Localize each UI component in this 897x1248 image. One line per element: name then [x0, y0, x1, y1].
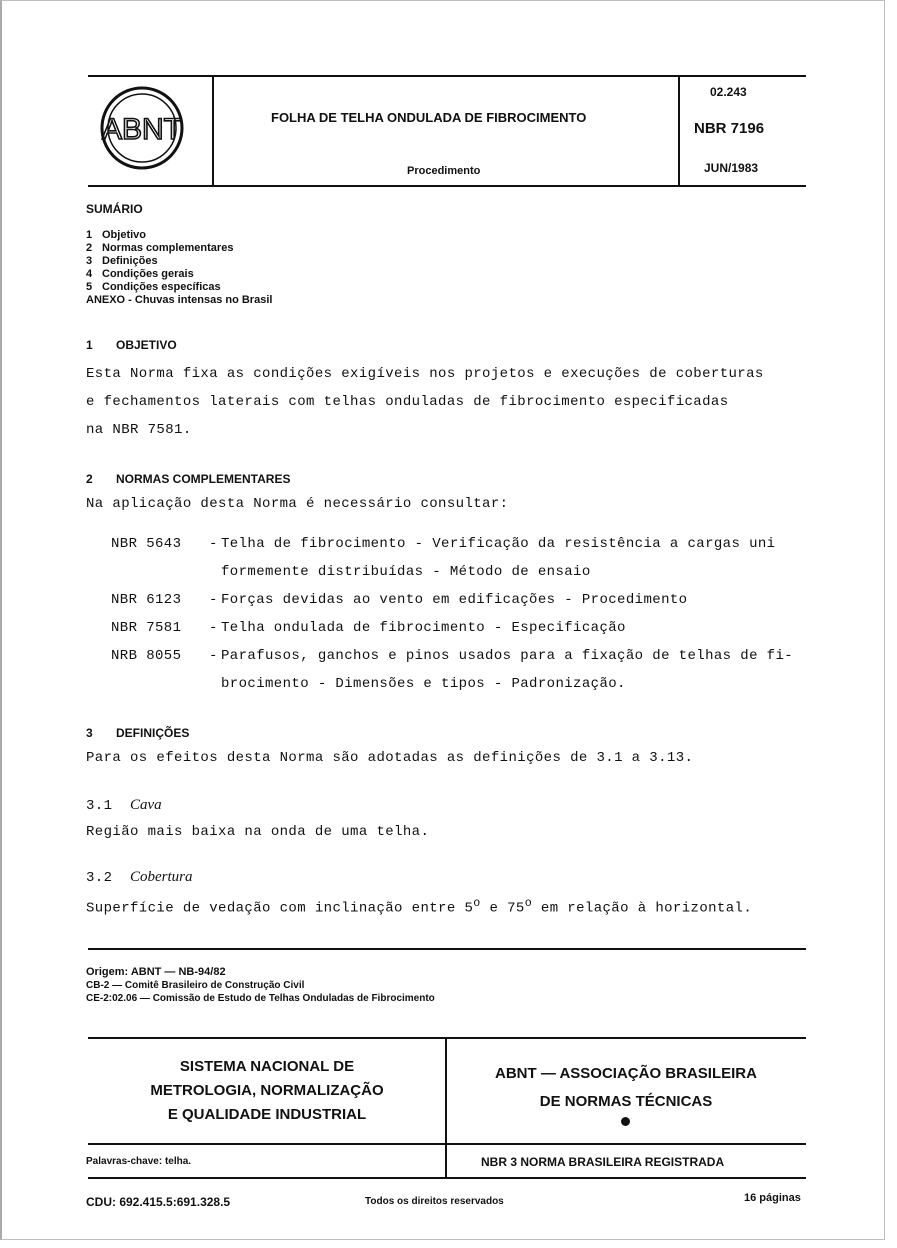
document-code: 02.243	[710, 85, 747, 99]
reference-item: NBR 5643 - Telha de fibrocimento - Verificação da resistência a cargas uni	[111, 536, 776, 552]
summary-heading: SUMÁRIO	[86, 202, 143, 216]
footer-left-title: SISTEMA NACIONAL DE METROLOGIA, NORMALIZAÇÃO E QUALIDADE INDUSTRIAL	[150, 1058, 384, 1123]
footer-right-title: ABNT — ASSOCIAÇÃO BRASILEIRA DE NORMAS TÉCNICAS	[495, 1065, 757, 1110]
origin-line: CB-2 — Comitê Brasileiro de Construção Civil	[86, 980, 305, 991]
keywords: Palavras-chave: telha.	[86, 1156, 192, 1167]
footer-middle-rule	[88, 1143, 806, 1145]
registered-norm: NBR 3 NORMA BRASILEIRA REGISTRADA	[481, 1155, 725, 1169]
summary-item: 2 Normas complementares	[86, 242, 234, 254]
page-count: 16 páginas	[744, 1192, 801, 1204]
norm-date: JUN/1983	[704, 161, 759, 175]
body-line: e fechamentos laterais com telhas onduladas de fibrocimento especificadas	[86, 394, 729, 410]
norm-number: NBR 7196	[694, 120, 765, 137]
summary-item: 4 Condições gerais	[86, 268, 194, 280]
section-2-heading: 2 NORMAS COMPLEMENTARES	[86, 472, 291, 486]
reference-item: NBR 6123 - Forças devidas ao vento em edificações - Procedimento	[111, 592, 688, 608]
document-title: FOLHA DE TELHA ONDULADA DE FIBROCIMENTO	[271, 110, 587, 125]
definition-3-1-title: 3.1 Cava	[86, 797, 162, 814]
footer-bottom-rule	[88, 1177, 806, 1179]
bullet-dot-icon	[621, 1117, 630, 1126]
section-1-body	[86, 360, 764, 444]
header-divider-right	[678, 76, 680, 186]
summary-list	[86, 229, 272, 307]
summary-item: 3 Definições	[86, 255, 158, 267]
section-3-intro: Para os efeitos desta Norma são adotadas as definições de 3.1 a 3.13.	[86, 750, 694, 766]
reference-continuation: brocimento - Dimensões e tipos - Padronização.	[221, 676, 626, 692]
rights-notice: Todos os direitos reservados	[365, 1196, 504, 1207]
reference-item: NRB 8055 - Parafusos, ganchos e pinos usados para a fixação de telhas de fi-	[111, 648, 794, 664]
abnt-logo	[100, 86, 184, 170]
summary-annex: ANEXO - Chuvas intensas no Brasil	[86, 294, 273, 306]
footer-divider	[445, 1038, 447, 1178]
definition-3-1-text: Região mais baixa na onda de uma telha.	[86, 824, 430, 840]
definition-3-2-title: 3.2 Cobertura	[86, 869, 193, 886]
body-line: Esta Norma fixa as condições exigíveis nos projetos e execuções de coberturas	[86, 366, 764, 382]
reference-continuation: formemente distribuídas - Método de ensaio	[221, 564, 591, 580]
references-list	[111, 530, 793, 698]
header-divider-left	[212, 76, 214, 186]
section-1-heading: 1 OBJETIVO	[86, 338, 177, 352]
section-3-heading: 3 DEFINIÇÕES	[86, 726, 190, 740]
logo-text: ABNT	[101, 113, 183, 146]
summary-item: 5 Condições específicas	[86, 281, 221, 293]
reference-item: NBR 7581 - Telha ondulada de fibrocimento - Especificação	[111, 620, 626, 636]
footer-top-rule	[88, 1037, 806, 1039]
origin-block	[86, 966, 435, 1005]
origin-line: Origem: ABNT — NB-94/82	[86, 966, 226, 978]
cdu-code: CDU: 692.415.5:691.328.5	[86, 1195, 231, 1209]
body-line: na NBR 7581.	[86, 422, 192, 438]
origin-line: CE-2:02.06 — Comissão de Estudo de Telhas Onduladas de Fibrocimento	[86, 993, 435, 1004]
header-bottom-rule	[88, 185, 806, 187]
definition-3-2-text: Superfície de vedação com inclinação entre 5$^o$ e 75$^o$ em relação à horizontal.	[86, 896, 753, 917]
origin-top-rule	[88, 948, 806, 950]
document-subtitle: Procedimento	[407, 165, 481, 177]
section-2-intro: Na aplicação desta Norma é necessário consultar:	[86, 496, 509, 512]
summary-item: 1 Objetivo	[86, 229, 147, 241]
header-top-rule	[88, 75, 806, 77]
